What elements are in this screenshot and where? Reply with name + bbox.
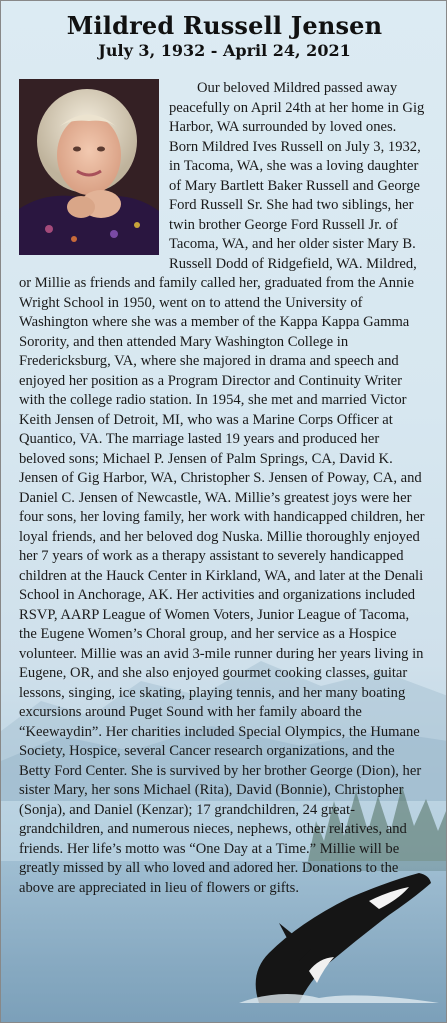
obituary-text bbox=[19, 79, 429, 898]
photo-spacer bbox=[19, 79, 169, 257]
deceased-name: Mildred Russell Jensen bbox=[66, 11, 383, 40]
life-dates: July 3, 1932 - April 24, 2021 bbox=[98, 41, 351, 60]
obituary-body: Our beloved Mildred passed away peacefully on April 24th at her home in Gig Harbor, WA surrounded by loved ones. Born Mildred Ives Russell on July 3, 1932, in Tacoma, WA, she was a loving daughter of Mary Bartlett Baker Russell and George Ford Russell Sr. She had two siblings, her twin brother George Ford Russell Jr. of Tacoma, WA, and her older sister Mary B. Russell Dodd of Ridgefield, WA. Mildred, or Millie as friends and family called her, graduated from the Annie Wright School in 1950, went on to attend the University of Washington where she was a member of the Kappa Kappa Gamma Sorority, and then attended Mary Washington College in Fredericksburg, VA, where she majored in drama and speech and enjoyed her position as a Program Director and Continuity Writer with the college radio station. In 1954, she met and married Victor Keith Jensen of Detroit, MI, who was a Marine Corps Officer at Quantico, VA. The marriage lasted 19 years and produced her beloved sons; Michael P. Jensen of Palm Springs, CA, David K. Jensen of Gig Harbor, WA, Christopher S. Jensen of Poway, CA, and Daniel C. Jensen of Newcastle, WA. Millie’s greatest joys were her four sons, her loving family, her work with handicapped children, her loyal friends, and her beloved dog Nuska. Millie thoroughly enjoyed her 7 years of work as a therapy assistant to severely handicapped children at the Hauck Center in Kirkland, WA, and later at the Denali School in Anchorage, AK. Her activities and organizations included RSVP, AARP League of Women Voters, Junior League of Tacoma, the Eugene Women’s Choral group, and her service as a Hospice volunteer. Millie was an avid 3-mile runner during her years living in Eugene, OR, and she also enjoyed gourmet cooking classes, guitar lessons, singing, ice skating, playing tennis, and her many boating excursions around Puget Sound with her family aboard the “Keewaydin”. Her charities included Special Olympics, the Humane Society, Hospice, several Cancer research organizations, and the Betty Ford Center. She is survived by her brother George (Dion), her sister Mary, her sons Michael (Rita), David (Bonnie), Christopher (Sonja), and Daniel (Kenzar); 17 grandchildren, 24 great-grandchildren, and numerous nieces, nephews, other relatives, and friends. Her life’s motto was “One Day at a Time.” Millie will be greatly missed by all who loved and adored her. Donations to the above are appreciated in lieu of flowers or gifts. bbox=[19, 80, 425, 896]
